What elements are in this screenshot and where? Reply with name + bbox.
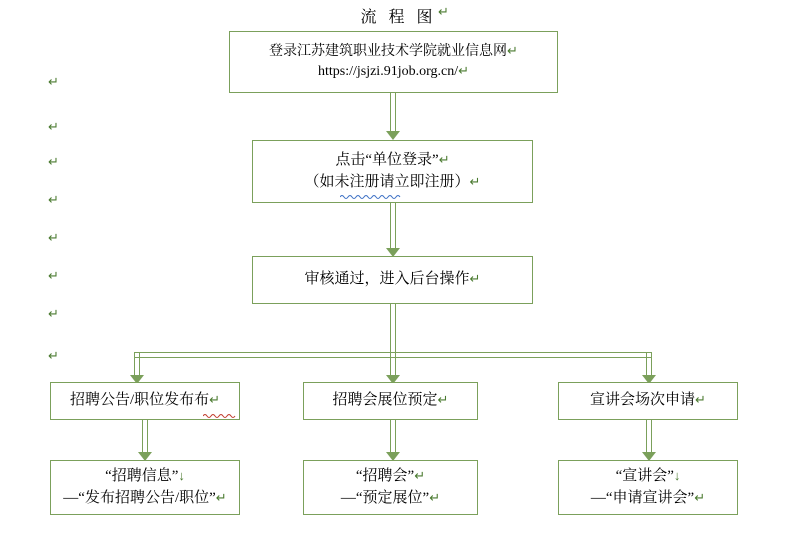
margin-paragraph-mark: ↵ bbox=[48, 230, 59, 245]
node-jobfair-path-line-2: —“预定展位”↵ bbox=[340, 489, 441, 506]
connector-notice-to-leaf bbox=[142, 420, 148, 453]
connector-unitlogin-to-audit bbox=[390, 203, 396, 249]
connector-session-to-leaf bbox=[646, 420, 652, 453]
node-recruit-info-path-line-2: —“发布招聘公告/职位”↵ bbox=[63, 489, 227, 506]
node-unit-login-line-2: （如未注册请立即注册）↵ bbox=[304, 173, 481, 190]
node-info-session-path-line-1: “宣讲会”↓ bbox=[615, 467, 681, 484]
node-audit-pass-line-1: 审核通过，进入后台操作↵ bbox=[304, 271, 481, 288]
node-info-session bbox=[558, 382, 738, 420]
margin-paragraph-mark: ↵ bbox=[48, 154, 59, 169]
margin-paragraph-mark: ↵ bbox=[48, 74, 59, 89]
node-login-site-line-2: https://jsjzi.91job.org.cn/↵ bbox=[317, 63, 470, 79]
node-jobfair-path-line-1: “招聘会”↵ bbox=[355, 467, 426, 484]
spellcheck-underline-red bbox=[203, 412, 237, 418]
node-info-session-path bbox=[558, 460, 738, 515]
node-recruit-info-path bbox=[50, 460, 240, 515]
connector-login-to-unitlogin bbox=[390, 93, 396, 132]
connector-branch-left bbox=[134, 352, 140, 377]
arrow-login-to-unitlogin bbox=[386, 131, 400, 140]
margin-paragraph-mark: ↵ bbox=[48, 119, 59, 134]
connector-branch-right bbox=[646, 352, 652, 377]
connector-booth-to-leaf bbox=[390, 420, 396, 453]
node-info-session-line-1: 宣讲会场次申请↵ bbox=[590, 392, 706, 409]
node-info-session-path-line-2: —“申请宣讲会”↵ bbox=[590, 489, 706, 506]
page-title: 流 程 图 bbox=[360, 9, 437, 26]
node-jobfair-path bbox=[303, 460, 478, 515]
margin-paragraph-mark: ↵ bbox=[48, 192, 59, 207]
connector-branch-middle bbox=[390, 352, 396, 377]
node-audit-pass bbox=[252, 256, 533, 304]
node-jobfair-booth-line-1: 招聘会展位预定↵ bbox=[332, 392, 449, 409]
margin-paragraph-mark: ↵ bbox=[48, 268, 59, 283]
node-unit-login-line-1: 点击“单位登录”↵ bbox=[335, 151, 450, 168]
node-login-site bbox=[229, 31, 558, 93]
node-login-site-line-1: 登录江苏建筑职业技术学院就业信息网↵ bbox=[269, 42, 518, 59]
title-paragraph-mark: ↵ bbox=[438, 4, 449, 19]
node-recruit-notice-line-1: 招聘公告/职位发布布↵ bbox=[69, 392, 221, 409]
margin-paragraph-mark: ↵ bbox=[48, 306, 59, 321]
node-jobfair-booth bbox=[303, 382, 478, 420]
margin-paragraph-mark: ↵ bbox=[48, 348, 59, 363]
spellcheck-underline-blue bbox=[340, 193, 402, 199]
node-recruit-info-path-line-1: “招聘信息”↓ bbox=[105, 467, 185, 484]
connector-audit-down bbox=[390, 304, 396, 354]
